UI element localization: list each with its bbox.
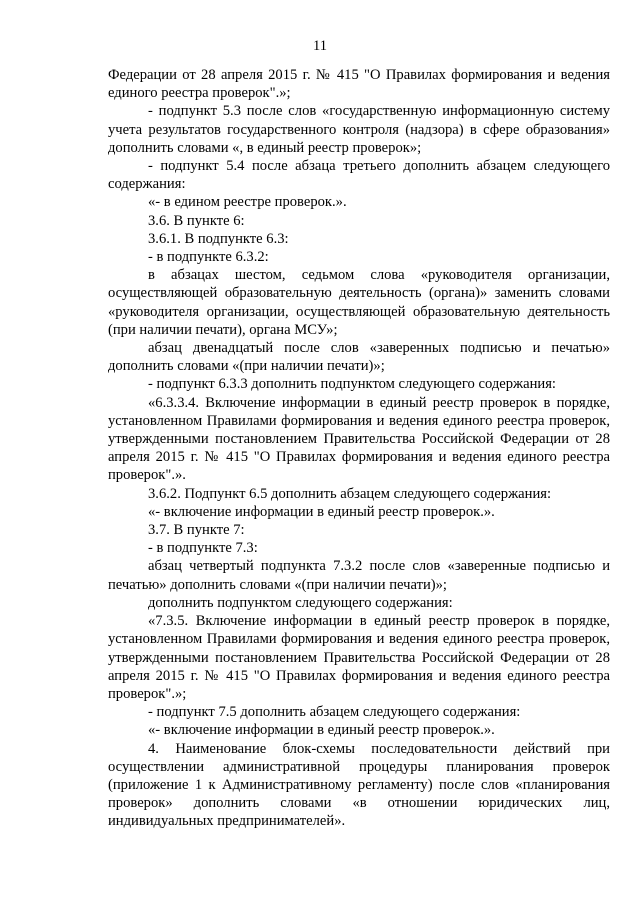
page-number: 11 [313,38,327,54]
paragraph: - в подпункте 7.3: [148,540,258,557]
paragraph: «- в едином реестре проверок.». [148,194,347,211]
paragraph: - подпункт 7.5 дополнить абзацем следующего содержания: [148,704,521,721]
paragraph: 3.7. В пункте 7: [148,522,245,539]
paragraph: Федерации от 28 апреля 2015 г. № 415 "О Правилах формирования и ведения единого реестра проверок".»; [108,67,610,102]
paragraph: - подпункт 5.4 после абзаца третьего дополнить абзацем следующего содержания: [108,158,610,193]
paragraph: «- включение информации в единый реестр проверок.». [148,722,495,739]
paragraph: 3.6.2. Подпункт 6.5 дополнить абзацем следующего содержания: [148,485,552,502]
paragraph: дополнить подпунктом следующего содержания: [148,594,453,611]
paragraph: - подпункт 6.3.3 дополнить подпунктом следующего содержания: [148,376,556,393]
paragraph: в абзацах шестом, седьмом слова «руководителя организации, осуществляющей образовательную деятельность (органа)» заменить словами «руководителя организации, осуществляющей образовательную деятельность (при наличии печати), органа МСУ»; [108,267,610,338]
paragraph: 3.6. В пункте 6: [148,212,245,229]
paragraph: абзац четвертый подпункта 7.3.2 после слов «заверенные подписью и печатью» дополнить словами «(при наличии печати)»; [108,558,610,593]
paragraph: «- включение информации в единый реестр проверок.». [148,503,495,520]
paragraph: 4. Наименование блок-схемы последовательности действий при осуществлении административной процедуры планирования проверок (приложение 1 к Административному регламенту) после слов «планирования проверок» дополнить словами «в отношении юридических лиц, индивидуальных предпринимателей». [108,740,610,830]
paragraph: 3.6.1. В подпункте 6.3: [148,230,289,247]
paragraph: «7.3.5. Включение информации в единый реестр проверок в порядке, установленном Правилами формирования и ведения единого реестра проверок, утвержденными постановлением Правительства Российской Федерации от 28 апреля 2015 г. № 415 "О Правилах формирования и ведения единого реестра проверок".»; [108,613,610,702]
paragraph: «6.3.3.4. Включение информации в единый реестр проверок в порядке, установленном Правилами формирования и ведения единого реестра проверок, утвержденными постановлением Правительства Российской Федерации от 28 апреля 2015 г. № 415 "О Правилах формирования и ведения единого реестра проверок".». [108,394,610,484]
paragraph: абзац двенадцатый после слов «заверенных подписью и печатью» дополнить словами «(при наличии печати)»; [108,340,610,375]
document-body [108,66,610,831]
paragraph: - подпункт 5.3 после слов «государственную информационную систему учета результатов государственного контроля (надзора) в сфере образования» дополнить словами «, в единый реестр проверок»; [108,103,610,156]
paragraph: - в подпункте 6.3.2: [148,249,269,266]
